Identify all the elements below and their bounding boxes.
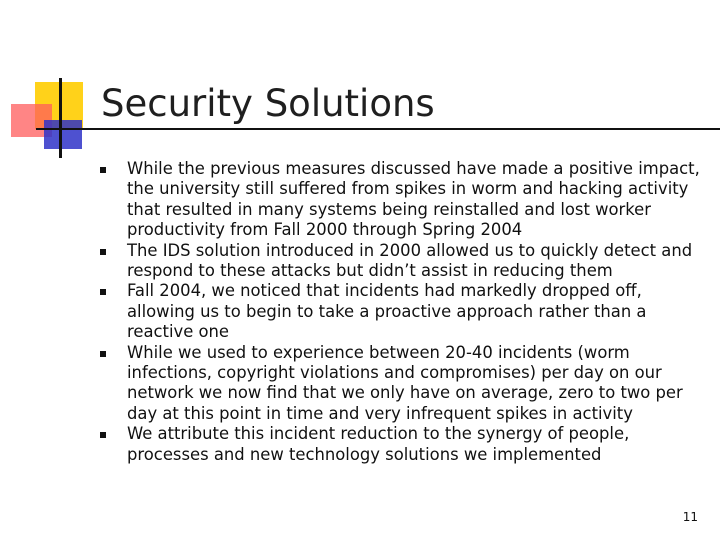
list-item (100, 159, 700, 241)
bullet-text: The IDS solution introduced in 2000 allowed us to quickly detect and respond to these attacks but didn’t assist in reducing them (127, 240, 693, 281)
bullet-text: While the previous measures discussed have made a positive impact, the university still suffered from spikes in worm and hacking activity that resulted in many systems being reinstalled and lost worker productivity from Fall 2000 through Spring 2004 (127, 159, 700, 240)
title-underline-rule (36, 128, 720, 130)
slide-title: Security Solutions (101, 82, 435, 125)
square-bullet-icon (100, 167, 106, 173)
bullet-text: Fall 2004, we noticed that incidents had markedly dropped off, allowing us to begin to take a proactive approach rather than a reactive one (127, 281, 647, 342)
bullet-text: While we used to experience between 20-40 incidents (worm infections, copyright violations and compromises) per day on our network we now find that we only have on average, zero to two per day at this point in time and very infrequent spikes in activity (127, 342, 683, 423)
list-item (100, 424, 700, 465)
decorative-blue-square (44, 120, 82, 149)
bullet-text: We attribute this incident reduction to the synergy of people, processes and new technology solutions we implemented (127, 424, 630, 464)
list-item (100, 343, 700, 425)
list-item (100, 241, 700, 282)
page-number: 11 (682, 510, 698, 524)
list-item (100, 281, 700, 342)
square-bullet-icon (100, 289, 106, 295)
square-bullet-icon (100, 249, 106, 255)
square-bullet-icon (100, 432, 106, 438)
square-bullet-icon (100, 351, 106, 357)
bullet-list (100, 159, 700, 465)
decorative-vertical-line (59, 78, 62, 158)
